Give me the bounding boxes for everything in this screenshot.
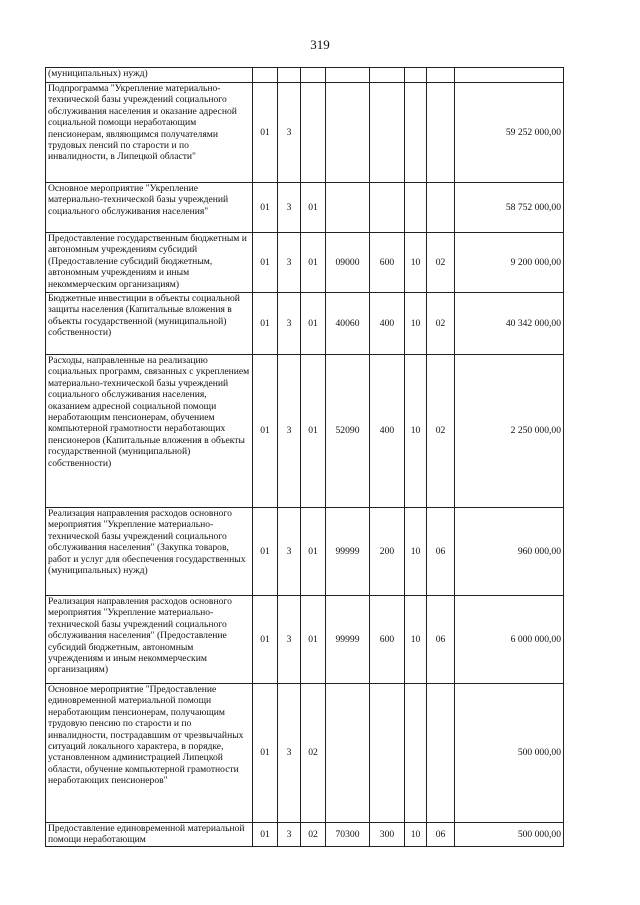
code-expense-type: 300 (370, 823, 405, 847)
code-program (253, 68, 278, 83)
code-program: 01 (253, 684, 278, 823)
code-event: 02 (301, 823, 326, 847)
code-expense-type: 200 (370, 508, 405, 596)
row-name: Основное мероприятие "Укрепление материально-технической базы учреждений социального обслуживания населения" (46, 183, 253, 233)
code-section (405, 83, 427, 183)
row-sum: 58 752 000,00 (455, 183, 564, 233)
code-program: 01 (253, 233, 278, 293)
table-row (46, 508, 564, 596)
row-sum: 59 252 000,00 (455, 83, 564, 183)
code-subprogram: 3 (278, 233, 301, 293)
code-direction: 99999 (326, 508, 370, 596)
code-direction: 99999 (326, 596, 370, 684)
code-subprogram: 3 (278, 183, 301, 233)
code-subsection: 02 (427, 293, 455, 355)
code-event: 01 (301, 355, 326, 508)
code-program: 01 (253, 83, 278, 183)
row-name: Реализация направления расходов основного мероприятия "Укрепление материально-технической базы учреждений социального обслуживания населения" (Предоставление субсидий бюджетным, автономным учреждениям и иным некоммерческим организациям) (46, 596, 253, 684)
code-section: 10 (405, 823, 427, 847)
page-number: 319 (310, 37, 330, 52)
code-subprogram: 3 (278, 83, 301, 183)
code-subprogram: 3 (278, 508, 301, 596)
table-row (46, 233, 564, 293)
code-direction (326, 68, 370, 83)
code-event: 01 (301, 293, 326, 355)
row-name: Подпрограмма "Укрепление материально-технической базы учреждений социального обслуживания населения и оказание адресной социальной помощи неработающим пенсионерам, являющимся получателями трудовых пенсий по старости и по инвалидности, в Липецкой области" (46, 83, 253, 183)
row-name: Реализация направления расходов основного мероприятия "Укрепление материально-технической базы учреждений социального обслуживания населения" (Закупка товаров, работ и услуг для обеспечения государственных (муниципальных) нужд) (46, 508, 253, 596)
row-sum: 6 000 000,00 (455, 596, 564, 684)
budget-table (45, 67, 564, 847)
table-row (46, 596, 564, 684)
code-program: 01 (253, 596, 278, 684)
code-section: 10 (405, 233, 427, 293)
row-name: (муниципальных) нужд) (46, 68, 253, 83)
table-row (46, 83, 564, 183)
code-event (301, 68, 326, 83)
code-subsection: 06 (427, 596, 455, 684)
row-sum (455, 68, 564, 83)
code-direction: 09000 (326, 233, 370, 293)
code-expense-type: 600 (370, 233, 405, 293)
row-sum: 2 250 000,00 (455, 355, 564, 508)
code-expense-type: 600 (370, 596, 405, 684)
code-expense-type (370, 68, 405, 83)
code-subsection (427, 68, 455, 83)
code-subsection: 06 (427, 508, 455, 596)
row-sum: 500 000,00 (455, 823, 564, 847)
code-expense-type: 400 (370, 355, 405, 508)
table-row (46, 183, 564, 233)
row-sum: 960 000,00 (455, 508, 564, 596)
table-row (46, 355, 564, 508)
code-program: 01 (253, 823, 278, 847)
code-subprogram: 3 (278, 823, 301, 847)
row-name: Предоставление государственным бюджетным и автономным учреждениям субсидий (Предоставление субсидий бюджетным, автономным учреждениям и иным некоммерческим организациям) (46, 233, 253, 293)
code-section (405, 68, 427, 83)
code-expense-type (370, 684, 405, 823)
code-subprogram (278, 68, 301, 83)
code-event: 01 (301, 508, 326, 596)
code-subsection (427, 83, 455, 183)
code-program: 01 (253, 293, 278, 355)
code-direction: 70300 (326, 823, 370, 847)
code-expense-type (370, 183, 405, 233)
row-name: Расходы, направленные на реализацию социальных программ, связанных с укреплением материально-технической базы учреждений социального обслуживания населения, оказанием адресной социальной помощи неработающим пенсионерам, обучением компьютерной грамотности неработающих пенсионеров (Капитальные вложения в объекты государственной (муниципальной) собственности) (46, 355, 253, 508)
code-program: 01 (253, 355, 278, 508)
code-subsection (427, 684, 455, 823)
code-subprogram: 3 (278, 684, 301, 823)
row-name: Основное мероприятие "Предоставление единовременной материальной помощи неработающим пенсионерам, получающим трудовую пенсию по старости и по инвалидности, пострадавшим от чрезвычайных ситуаций локального характера, в порядке, установленном администрацией Липецкой области, обучение компьютерной грамотности неработающих пенсионеров" (46, 684, 253, 823)
code-subprogram: 3 (278, 355, 301, 508)
code-subprogram: 3 (278, 596, 301, 684)
code-subsection: 02 (427, 355, 455, 508)
code-direction (326, 684, 370, 823)
code-direction (326, 83, 370, 183)
code-section: 10 (405, 355, 427, 508)
code-event: 01 (301, 183, 326, 233)
code-section: 10 (405, 293, 427, 355)
row-name: Бюджетные инвестиции в объекты социальной защиты населения (Капитальные вложения в объекты государственной (муниципальной) собственности) (46, 293, 253, 355)
table-row (46, 293, 564, 355)
code-program: 01 (253, 508, 278, 596)
row-sum: 9 200 000,00 (455, 233, 564, 293)
code-subprogram: 3 (278, 293, 301, 355)
code-event: 01 (301, 233, 326, 293)
row-sum: 40 342 000,00 (455, 293, 564, 355)
code-section: 10 (405, 508, 427, 596)
code-program: 01 (253, 183, 278, 233)
code-event (301, 83, 326, 183)
table-row (46, 68, 564, 83)
code-subsection: 06 (427, 823, 455, 847)
code-section (405, 684, 427, 823)
code-direction (326, 183, 370, 233)
table-row (46, 684, 564, 823)
code-event: 01 (301, 596, 326, 684)
row-sum: 500 000,00 (455, 684, 564, 823)
code-event: 02 (301, 684, 326, 823)
code-expense-type (370, 83, 405, 183)
code-section (405, 183, 427, 233)
row-name: Предоставление единовременной материальной помощи неработающим (46, 823, 253, 847)
code-subsection (427, 183, 455, 233)
table-row (46, 823, 564, 847)
code-subsection: 02 (427, 233, 455, 293)
code-section: 10 (405, 596, 427, 684)
code-direction: 40060 (326, 293, 370, 355)
code-expense-type: 400 (370, 293, 405, 355)
code-direction: 52090 (326, 355, 370, 508)
